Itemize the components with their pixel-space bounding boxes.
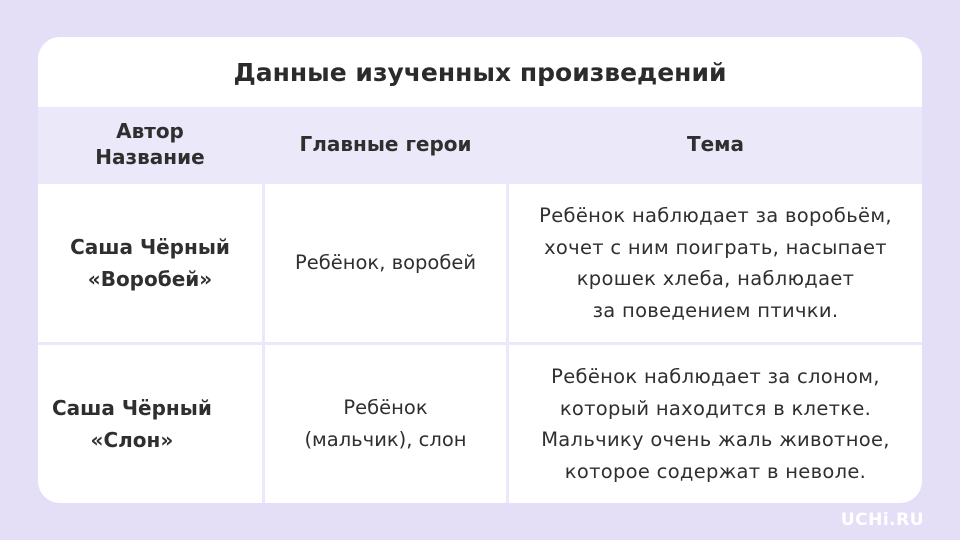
row2-author-title bbox=[38, 345, 262, 503]
row1-author-title bbox=[38, 184, 262, 342]
row1-characters bbox=[265, 184, 506, 342]
column-divider bbox=[262, 107, 265, 503]
column-divider bbox=[506, 107, 509, 503]
row1-theme-line: за поведением птички. bbox=[592, 298, 839, 322]
row2-author: Саша Чёрный bbox=[52, 396, 212, 420]
row2-characters bbox=[265, 345, 506, 503]
row1-theme-line: Ребёнок наблюдает за воробьём, bbox=[539, 204, 892, 227]
works-table bbox=[38, 107, 922, 503]
row2-characters-line: Ребёнок bbox=[343, 396, 428, 419]
page-title: Данные изученных произведений bbox=[233, 57, 727, 87]
row2-characters-line: (мальчик), слон bbox=[304, 428, 467, 451]
header-characters: Главные герои bbox=[265, 107, 506, 181]
row1-work-title: «Воробей» bbox=[87, 267, 213, 291]
header-title-label: Название bbox=[95, 145, 205, 169]
row1-theme-line: хочет с ним поиграть, насыпает bbox=[544, 235, 887, 259]
row2-theme-line: который находится в клетке. bbox=[559, 396, 872, 420]
row1-characters-line: Ребёнок, воробей bbox=[294, 251, 477, 274]
row2-theme-line: Ребёнок наблюдает за слоном, bbox=[551, 365, 880, 388]
row1-theme bbox=[509, 184, 922, 342]
header-author-title bbox=[38, 107, 262, 181]
content-card bbox=[38, 37, 922, 503]
row2-theme bbox=[509, 345, 922, 503]
row1-author: Саша Чёрный bbox=[70, 235, 230, 259]
row2-work-title: «Слон» bbox=[90, 428, 174, 452]
row2-theme-line: Мальчику очень жаль животное, bbox=[541, 428, 890, 451]
header-theme: Тема bbox=[509, 107, 922, 181]
uchi-logo: UCHi.RU bbox=[840, 510, 924, 530]
row1-theme-line: крошек хлеба, наблюдает bbox=[576, 267, 855, 290]
row2-theme-line: которое содержат в неволе. bbox=[564, 459, 867, 483]
header-author-label: Автор bbox=[116, 119, 184, 143]
